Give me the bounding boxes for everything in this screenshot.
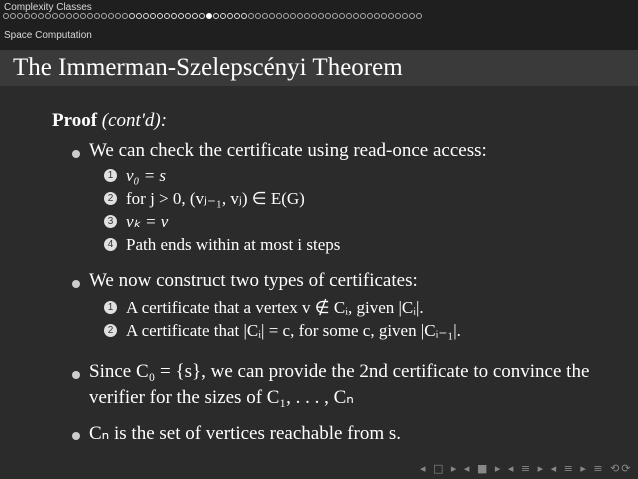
bullet-icon — [72, 432, 80, 440]
enum-item: for j > 0, (vⱼ₋₁, vⱼ) ∈ E(G) — [126, 189, 305, 208]
frame-dot-icon[interactable] — [122, 13, 128, 19]
frame-dot-icon[interactable] — [3, 13, 9, 19]
bullet-icon — [72, 150, 80, 158]
frame-dot-icon[interactable] — [101, 13, 107, 19]
frame-dot-icon[interactable] — [332, 13, 338, 19]
frame-dot-icon[interactable] — [213, 13, 219, 19]
frame-dot-icon[interactable] — [164, 13, 170, 19]
frame-dot-icon[interactable] — [31, 13, 37, 19]
frame-dot-icon[interactable] — [318, 13, 324, 19]
frame-dot-icon[interactable] — [395, 13, 401, 19]
frame-dot-icon[interactable] — [353, 13, 359, 19]
bullet-icon — [72, 280, 80, 288]
frame-dot-icon[interactable] — [297, 13, 303, 19]
frame-dot-icon[interactable] — [136, 13, 142, 19]
frame-dot-icon[interactable] — [339, 13, 345, 19]
frame-dot-icon[interactable] — [192, 13, 198, 19]
frame-title: The Immerman-Szelepscényi Theorem — [13, 54, 403, 81]
frame-dot-icon[interactable] — [108, 13, 114, 19]
bullet-text-continued: verifier for the sizes of C₁, . . . , Cₙ — [89, 387, 354, 408]
bullet-text: Since C₀ = {s}, we can provide the 2nd certificate to convince the — [89, 361, 590, 382]
frame-dot-icon[interactable] — [248, 13, 254, 19]
proof-paren: (cont'd): — [101, 110, 168, 131]
frame-dot-icon[interactable] — [129, 13, 135, 19]
enum-item: vₖ = v — [126, 212, 169, 231]
beamer-navigation-symbols[interactable]: ◂ □ ▸ ◂ ■ ▸ ◂ ≡ ▸ ◂ ≡ ▸ ≡ ⟲⟳ — [420, 462, 633, 475]
enum-number: 2 — [104, 192, 117, 205]
frame-dot-icon[interactable] — [402, 13, 408, 19]
frame-dot-icon[interactable] — [94, 13, 100, 19]
enum-item: v₀ = s — [126, 166, 167, 185]
frame-dot-icon[interactable] — [150, 13, 156, 19]
frame-dot-icon[interactable] — [283, 13, 289, 19]
frame-dot-icon[interactable] — [241, 13, 247, 19]
frame-dot-icon[interactable] — [115, 13, 121, 19]
frame-dot-icon[interactable] — [304, 13, 310, 19]
navigation-dots[interactable] — [3, 13, 423, 21]
frame-dot-icon[interactable] — [220, 13, 226, 19]
frame-dot-icon[interactable] — [325, 13, 331, 19]
enum-number: 1 — [104, 169, 117, 182]
frame-dot-icon[interactable] — [346, 13, 352, 19]
frame-dot-icon[interactable] — [87, 13, 93, 19]
frame-dot-icon[interactable] — [234, 13, 240, 19]
section-title[interactable]: Complexity Classes — [4, 2, 92, 13]
frame-dot-icon[interactable] — [17, 13, 23, 19]
frame-dot-icon[interactable] — [276, 13, 282, 19]
frame-dot-icon[interactable] — [10, 13, 16, 19]
frame-dot-icon[interactable] — [227, 13, 233, 19]
frame-dot-icon[interactable] — [52, 13, 58, 19]
proof-label: Proof — [52, 110, 98, 131]
frame-dot-icon[interactable] — [255, 13, 261, 19]
frame-dot-icon[interactable] — [185, 13, 191, 19]
enum-number: 2 — [104, 324, 117, 337]
frame-dot-icon[interactable] — [311, 13, 317, 19]
bullet-text: Cₙ is the set of vertices reachable from s. — [89, 423, 401, 444]
enum-item: A certificate that |Cᵢ| = c, for some c, given |Cᵢ₋₁|. — [126, 321, 461, 340]
frame-dot-icon[interactable] — [199, 13, 205, 19]
frame-dot-icon[interactable] — [206, 13, 212, 19]
frame-dot-icon[interactable] — [374, 13, 380, 19]
frame-dot-icon[interactable] — [262, 13, 268, 19]
frame-dot-icon[interactable] — [416, 13, 422, 19]
frame-dot-icon[interactable] — [80, 13, 86, 19]
frame-dot-icon[interactable] — [143, 13, 149, 19]
enum-item: A certificate that a vertex v ∉ Cᵢ, given |Cᵢ|. — [126, 298, 424, 317]
header-bar — [0, 0, 638, 50]
frame-dot-icon[interactable] — [290, 13, 296, 19]
frame-title-bar — [0, 50, 638, 86]
frame-dot-icon[interactable] — [157, 13, 163, 19]
frame-dot-icon[interactable] — [409, 13, 415, 19]
enum-number: 3 — [104, 215, 117, 228]
bullet-text: We can check the certificate using read-once access: — [89, 140, 487, 161]
bullet-text: We now construct two types of certificates: — [89, 270, 418, 291]
frame-dot-icon[interactable] — [171, 13, 177, 19]
enum-number: 1 — [104, 301, 117, 314]
frame-dot-icon[interactable] — [178, 13, 184, 19]
frame-dot-icon[interactable] — [59, 13, 65, 19]
frame-dot-icon[interactable] — [360, 13, 366, 19]
enum-item: Path ends within at most i steps — [126, 235, 341, 254]
slide-content — [0, 86, 638, 479]
frame-dot-icon[interactable] — [367, 13, 373, 19]
subsection-title[interactable]: Space Computation — [4, 30, 92, 41]
frame-dot-icon[interactable] — [73, 13, 79, 19]
frame-dot-icon[interactable] — [66, 13, 72, 19]
proof-heading — [52, 110, 167, 132]
frame-dot-icon[interactable] — [381, 13, 387, 19]
enum-number: 4 — [104, 238, 117, 251]
frame-dot-icon[interactable] — [269, 13, 275, 19]
frame-dot-icon[interactable] — [38, 13, 44, 19]
frame-dot-icon[interactable] — [24, 13, 30, 19]
frame-dot-icon[interactable] — [388, 13, 394, 19]
bullet-icon — [72, 371, 80, 379]
frame-dot-icon[interactable] — [45, 13, 51, 19]
